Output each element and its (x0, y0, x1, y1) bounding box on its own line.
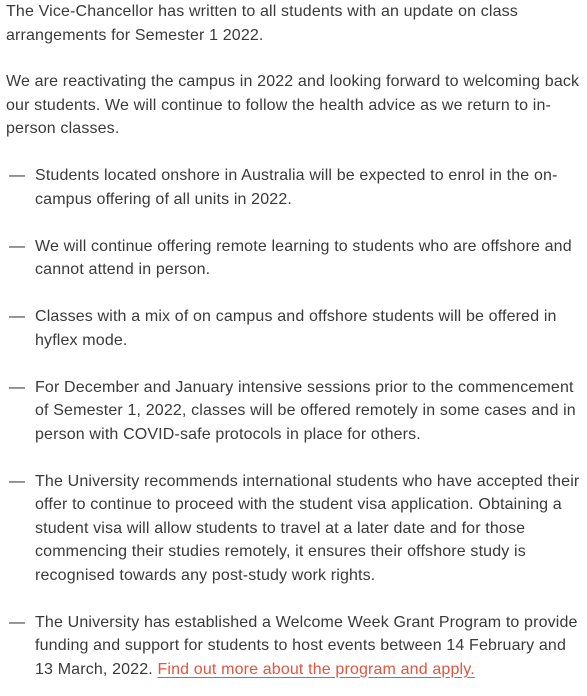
dash-marker: — (9, 472, 26, 490)
list-item-text: The University has established a Welcome Week Grant Program to provide funding and support for students to host events between 14 February and 13 March, 2022. (35, 613, 578, 678)
list-item (0, 376, 587, 447)
dash-marker: — (9, 167, 26, 184)
lead-paragraph: We are reactivating the campus in 2022 and looking forward to welcoming back our students. We will continue to follow the health advice as we return to in-person classes. (6, 73, 580, 137)
list-item (0, 611, 587, 682)
grant-program-link[interactable]: Find out more about the program and apply. (157, 660, 475, 678)
dash-marker: — (9, 613, 26, 631)
list-item-text: The University recommends international students who have accepted their offer to continue to proceed with the student visa application. Obtaining a student visa will allow students to travel at a later date and for those commencing their studies remotely, it ensures their offshore study is recognised towards any post-study work rights. (35, 472, 580, 584)
list-item (0, 164, 587, 211)
list-item (0, 305, 587, 352)
dash-marker: — (9, 378, 26, 396)
dash-marker: — (9, 237, 26, 255)
dash-marker: — (9, 308, 26, 325)
update-list (0, 164, 587, 696)
list-item-text: We will continue offering remote learning to students who are offshore and cannot attend in person. (35, 237, 572, 278)
list-item-text: Classes with a mix of on campus and offshore students will be offered in hyflex mode. (35, 308, 557, 349)
list-item-text: For December and January intensive sessions prior to the commencement of Semester 1, 2022, classes will be offered remotely in some cases and in person with COVID-safe protocols in place for others. (35, 378, 576, 443)
list-item-text: Students located onshore in Australia will be expected to enrol in the on-campus offering of all units in 2022. (35, 167, 558, 208)
list-item (0, 470, 587, 588)
list-item (0, 235, 587, 282)
intro-paragraph: The Vice-Chancellor has written to all students with an update on class arrangements for Semester 1 2022. (6, 3, 518, 44)
